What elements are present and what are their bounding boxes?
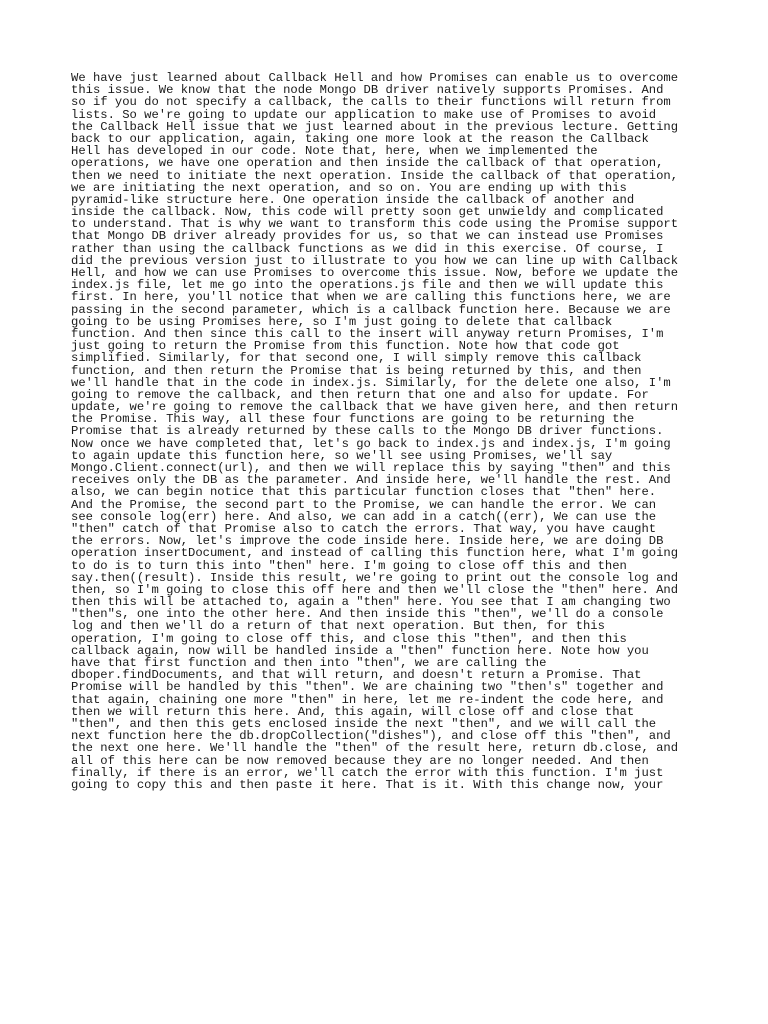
text-line: We have just learned about Callback Hell and how Promises can enable us to overcome [71,71,679,85]
text-line: Promise will be handled by this "then". We are chaining two "then's" together and [71,680,664,695]
text-line: that Mongo DB driver already provides for us, so that we can instead use Promises [71,229,664,244]
text-line: log and then we'll do a return of that next operation. But then, for this [71,619,605,634]
text-line: inside the callback. Now, this code will pretty soon get unwieldy and complicated [71,205,664,220]
text-line: "then", and then this gets enclosed inside the next "then", and we will call the [71,716,657,731]
text-line: see console log(err) here. And also, we can add in a catch((err), We can use the [71,509,657,524]
text-line: index.js file, let me go into the operations.js file and then we will update this [71,278,664,293]
text-line: simplified. Similarly, for that second one, I will simply remove this callback [71,351,642,366]
text-line: function, and then return the Promise that is being returned by this, and then [71,363,642,378]
text-line: passing in the second parameter, which is a callback function here. Because we are [71,302,671,317]
text-line: going to copy this and then paste it here. That is it. With this change now, your [71,777,664,792]
text-line: say.then((result). Inside this result, we're going to print out the console log and [71,570,679,585]
text-line: update, we're going to remove the callback that we have given here, and then return [71,400,679,415]
text-line: pyramid-like structure here. One operation inside the callback of another and [71,192,635,207]
text-line: lists. So we're going to update our application to make use of Promises to avoid [71,107,657,122]
text-line: we'll handle that in the code in index.js. Similarly, for the delete one also, I'm [71,375,671,390]
text-line: callback again, now will be handled inside a "then" function here. Note how you [71,643,649,658]
text-line: then this will be attached to, again a "then" here. You see that I am changing two [71,595,671,610]
text-line: finally, if there is an error, we'll catch the error with this function. I'm just [71,765,664,780]
text-line: to again update this function here, so we'll see using Promises, we'll say [71,448,613,463]
text-line: that again, chaining one more "then" in here, let me re-indent the code here, and [71,692,664,707]
text-line: then we need to initiate the next operation. Inside the callback of that operation, [71,168,679,183]
text-line: dboper.findDocuments, and that will return, and doesn't return a Promise. That [71,668,642,683]
text-line: going to be using Promises here, so I'm just going to delete that callback [71,314,613,329]
text-line: Now once we have completed that, let's go back to index.js and index.js, I'm going [71,436,671,451]
text-line: first. In here, you'll notice that when we are calling this functions here, we are [71,290,671,305]
transcript-text [71,72,711,791]
text-line: just going to return the Promise from this function. Note how that code got [71,339,620,354]
text-line: to understand. That is why we want to transform this code using the Promise support [71,217,679,232]
text-line: then, so I'm going to close this off here and then we'll close the "then" here. And [71,582,679,597]
text-line: the next one here. We'll handle the "then" of the result here, return db.close, and [71,741,679,756]
text-line: receives only the DB as the parameter. And inside here, we'll handle the rest. And [71,473,671,488]
text-line: the errors. Now, let's improve the code inside here. Inside here, we are doing DB [71,534,664,549]
text-line: going to remove the callback, and then return that one and also for update. For [71,387,649,402]
text-line: this issue. We know that the node Mongo DB driver natively supports Promises. And [71,83,664,98]
text-line: we are initiating the next operation, and so on. You are ending up with this [71,180,627,195]
text-line: did the previous version just to illustrate to you how we can line up with Callback [71,253,679,268]
text-line: the Callback Hell issue that we just learned about in the previous lecture. Getting [71,119,679,134]
text-line: "then"s, one into the other here. And then inside this "then", we'll do a console [71,607,664,622]
text-line: Hell has developed in our code. Note that, here, when we implemented the [71,144,598,159]
text-line: next function here the db.dropCollection("dishes"), and close off this "then", and [71,729,671,744]
text-line: back to our application, again, taking one more look at the reason the Callback [71,131,649,146]
text-line: so if you do not specify a callback, the calls to their functions will return from [71,95,671,110]
text-line: operation insertDocument, and instead of calling this function here, what I'm going [71,546,679,561]
text-line: Mongo.Client.connect(url), and then we will replace this by saying "then" and this [71,461,671,475]
text-line: "then" catch of that Promise also to catch the errors. That way, you have caught [71,521,657,536]
text-line: have that first function and then into "then", we are calling the [71,656,547,670]
text-line: all of this here can be now removed because they are no longer needed. And then [71,753,649,768]
text-line: to do is to turn this into "then" here. I'm going to close off this and then [71,558,627,573]
text-line: Promise that is already returned by these calls to the Mongo DB driver functions. [71,424,664,439]
text-line: also, we can begin notice that this particular function closes that "then" here. [71,485,657,500]
text-line: And the Promise, the second part to the Promise, we can handle the error. We can [71,497,657,512]
text-line: operation, I'm going to close off this, and close this "then", and then this [71,631,627,646]
text-line: Hell, and how we can use Promises to overcome this issue. Now, before we update the [71,266,679,280]
text-line: then we will return this here. And, this again, will close off and close that [71,704,635,719]
text-line: the Promise. This way, all these four functions are going to be returning the [71,412,635,427]
text-line: function. And then since this call to the insert will anyway return Promises, I'm [71,326,664,341]
text-line: rather than using the callback functions as we did in this exercise. Of course, I [71,241,664,256]
text-line: operations, we have one operation and then inside the callback of that operation, [71,156,664,171]
